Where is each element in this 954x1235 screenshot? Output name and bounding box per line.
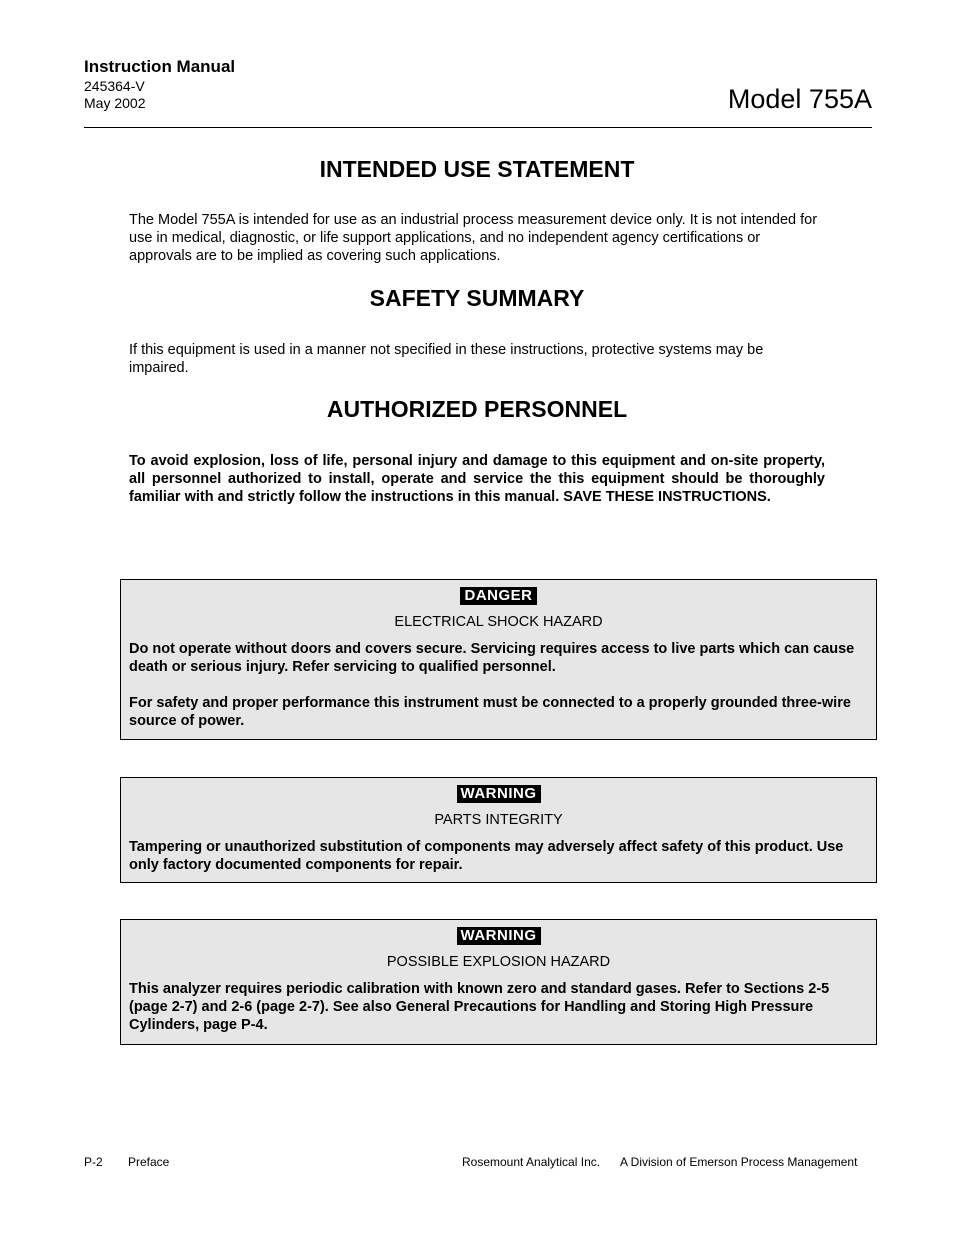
footer-company: Rosemount Analytical Inc. [462, 1155, 601, 1169]
authorized-personnel-text: To avoid explosion, loss of life, personal injury and damage to this equipment and on-site property, all personnel authorized to install, operate and service the this equipment should be thoroughly familiar with and strictly follow the instructions in this manual. SAVE THESE INSTRUCTIONS. [129, 453, 825, 505]
document-date: May 2002 [84, 95, 146, 111]
safety-summary-text: If this equipment is used in a manner not specified in these instructions, protective systems may be impaired. [129, 342, 764, 376]
warning-notice-box [120, 919, 877, 1045]
warning-badge: WARNING [457, 927, 541, 945]
footer-division: A Division of Emerson Process Management [620, 1155, 858, 1169]
danger-notice-box [120, 579, 877, 740]
notice-text: Do not operate without doors and covers secure. Servicing requires access to live parts which can cause death or serious injury. Refer servicing to qualified personnel. [129, 641, 855, 675]
intended-use-text: The Model 755A is intended for use as an industrial process measurement device only. It is not intended for use in medical, diagnostic, or life support applications, and no independent agency certifications or approvals are to be implied as covering such applications. [129, 212, 818, 264]
notice-title: ELECTRICAL SHOCK HAZARD [394, 614, 603, 630]
notice-text: This analyzer requires periodic calibration with known zero and standard gases. Refer to Sections 2-5 (page 2-7) and 2-6 (page 2-7). See also General Precautions for Handling and Storing High Pressure Cylinders, page P-4. [129, 981, 830, 1033]
notice-title: POSSIBLE EXPLOSION HAZARD [386, 954, 611, 970]
danger-badge: DANGER [460, 587, 536, 605]
manual-title: Instruction Manual [84, 57, 236, 76]
warning-notice-box [120, 777, 877, 883]
authorized-personnel-heading: AUTHORIZED PERSONNEL [326, 396, 628, 422]
intended-use-heading: INTENDED USE STATEMENT [319, 156, 635, 182]
warning-badge: WARNING [457, 785, 541, 803]
notice-title: PARTS INTEGRITY [434, 812, 563, 828]
notice-text: Tampering or unauthorized substitution of components may adversely affect safety of this product. Use only factory documented components for repair. [129, 839, 844, 873]
footer-section: Preface [128, 1155, 170, 1169]
document-number: 245364-V [84, 78, 145, 94]
model-title: Model 755A [727, 84, 872, 114]
footer-page-number: P-2 [84, 1155, 103, 1169]
notice-text: For safety and proper performance this instrument must be connected to a properly grounded three-wire source of power. [129, 695, 851, 729]
safety-summary-heading: SAFETY SUMMARY [369, 285, 585, 311]
page-header [84, 57, 872, 128]
